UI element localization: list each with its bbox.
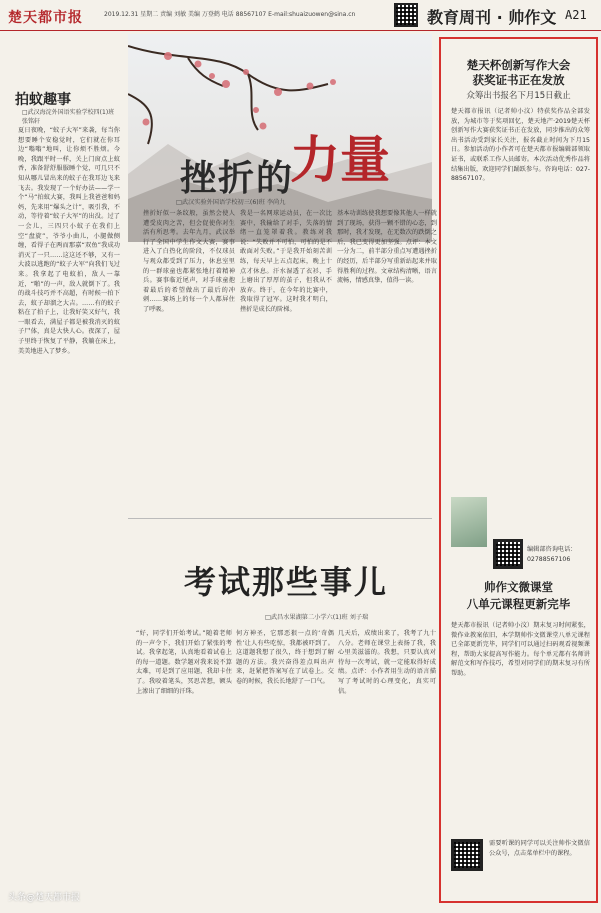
- exam-article-col-3: 几天后，成绩出来了，我考了九十八分。老师在课堂上表扬了我，我心里美滋滋的。我想，只要认真对待每一次考试，就一定能取得好成绩。点评：小作者用生动的语言描写了考试时的心理变化，真实可信。: [338, 630, 436, 695]
- announcement-headline-2: 获奖证书正在发放: [472, 73, 565, 87]
- microclass-headline-1: 帅作文微课堂: [484, 580, 553, 594]
- announcement-subheadline: 众筹出书报名下月15日截止: [466, 91, 571, 101]
- exam-article-byline: □武昌水果湖第二小学六(1)班 刘子瑞: [265, 614, 369, 621]
- header-meta: 2019.12.31 星期二 责编 刘敏 美编 万登鹤 电话 88567107 E-mail:shuaizuowen@sina.cn: [104, 11, 356, 18]
- hero-title-main: 挫折的: [180, 157, 295, 199]
- header-qr-code-icon[interactable]: [394, 3, 418, 27]
- exam-article-col-2: 何方神圣，它那恶狠一点的‘奇偶性’让人有些吃惊，我都被吓到了。这道题我想了很久，终于想到了解题的方法。我兴奋得差点叫出声来，赶紧把答案写在了试卷上。交卷的时候，我长长地舒了一口气。: [236, 630, 334, 685]
- section-divider: [128, 518, 432, 519]
- microclass-headline-2: 八单元课程更新完毕: [466, 597, 571, 611]
- left-article-byline: □武汉海淀外国语实验学校四(1)班 张铭轩: [22, 109, 115, 125]
- main-article-col-2: 我是一名网球运动员，在一次比赛中，我输给了对手，失落的情绪一直笼罩着我。教练对我说：“失败并不可怕，可怕的是不敢面对失败。”于是我开始刻苦训练，每天早上五点起床，晚上十点才休息。汗水湿透了衣衫，手上磨出了厚厚的茧子，但我从不放弃。终于，在今年的比赛中，我取得了冠军。这时我才明白，挫折是成长的阶梯。: [240, 210, 332, 313]
- contact-phone: 02788567106: [527, 556, 571, 563]
- contact-label: 编辑部咨询电话：: [527, 546, 577, 553]
- contact-info: [527, 545, 577, 565]
- left-article-body: 夏日夜晚，“蚊子大军”来袭，每当你想要睡个安稳觉时，它们就在你耳边“嗡嗡”地叫，让你烦不胜烦。今晚，我跟平时一样，关上门窗点上蚊香，准备舒舒服服睡个觉，可几只不知从哪儿冒出来的蚊子在我耳边飞来飞去。我发现了一个好办法——学一个“马“拍蚊大赛，我叫上我爸爸和妈妈，先来用“爆头之计”，吸引我，不动，等待着“蚊子大军”的出没。过了一会儿，三四只小蚊子在我们上空“盘旋”，爷爷小曲儿，小腿做侧缠，看得子在两而那嘉“双鱼”我成功消灭了一只……这这还不够，又有一大波以逃跑的“蚊子大军”向我们飞过来。我拿起了电蚊拍，敌人一靠近，“啪”的一声，敌人就倒下了。我的战斗技巧并不高超，有时候一拍下去，蚊子却溜之大吉。……有的蚊子粘在了拍子上，让我好笑又好气，我一眼看去，满屋子都是被我消灭的蚊子尸体，真是大快人心。夜深了，屋子里终于恢复了平静，我躺在床上，美美地进入了梦乡。: [18, 127, 120, 355]
- hero-byline: □武汉实验外国语学校初三(6)班 李尚九: [176, 199, 286, 206]
- exam-article-col-1: “好，同学们开始考试。”随着老师的一声令下，我们开始了紧张的考试。我拿起笔，认真地看着试卷上的每一道题。数学题对我来说不算太难，可是到了应用题，我却卡住了。我咬着笔头，冥思苦想，额头上渗出了细细的汗珠。: [136, 630, 232, 695]
- exam-article-title: 考试那些事儿: [184, 563, 389, 601]
- main-article-col-3: 基本功训练使我想要像其他人一样就到了现场，获得一颗不错的心态，到那时，我才发现，在无数次的跌倒之后，我已变得更加坚强。点评：本文一分为二，前半部分重点写遭遇挫折的经历，后半部分写重新站起来并取得胜利的过程。文章结构清晰，语言流畅，情感真挚，值得一读。: [337, 210, 437, 285]
- microclass-qr-code-icon[interactable]: [451, 839, 483, 871]
- announcement-headline-1: 楚天杯创新写作大会: [466, 58, 571, 72]
- page-number: A21: [565, 8, 587, 22]
- page-header: [0, 0, 601, 31]
- hero-title-accent: 力量: [290, 130, 390, 189]
- microclass-body: 楚天都市报讯（记者帅小汶）期末复习时间紧张，微作业教案依旧，本学期帅作文微课堂八单元课程已全部更新完毕，同学们可以通过扫码观看视频课程，帮助大家提高写作能力。每个单元都有名师讲解范文和写作技巧，希望对同学们的期末复习有所帮助。: [451, 622, 590, 677]
- left-article-title: 拍蚊趣事: [15, 92, 71, 108]
- announcement-panel: [439, 37, 598, 903]
- announcement-body-1: 楚天都市报讯（记者帅小汶）特获奖作品全部发放，为城市等于奖项回忆，楚天地产·2019楚天杯创新写作大赛获奖证书正在发放，同步推出的众筹出书活动受到家长关注，报名截止时间为下月15日。参加活动的小作者可在楚天都市报编辑部领取证书，或联系工作人员邮寄。本次活动优秀作品将结集出版，欢迎同学们踊跃参与。咨询电话：027-88567107。: [451, 108, 590, 183]
- main-article-col-1: 挫折好似一条纹般，虽然会使人遭受皮肉之苦，但会促使你对生活有所思考。去年九月，武汉举行了全国中学生作文大赛，赛事进入了白热化的阶段，不仅球员与观众都受到了压力，休息室里的一群球童也都紧张地打着精神兵。赛事临近尾声，对手球童抱着最后的希望做出了最后的冲刺……赛场上的每一个人都屏住了呼吸。: [143, 210, 235, 313]
- microclass-qr-caption: 需要听课的同学可以关注帅作文微信公众号，点击菜单栏中的课程。: [489, 840, 590, 857]
- newspaper-brand: 楚天都市报: [8, 10, 83, 26]
- announcement-photo: [451, 497, 487, 547]
- watermark: 头条@楚天都市报: [8, 893, 81, 903]
- section-title: 教育周刊 · 帅作文: [427, 8, 557, 27]
- contact-qr-code-icon[interactable]: [493, 539, 523, 569]
